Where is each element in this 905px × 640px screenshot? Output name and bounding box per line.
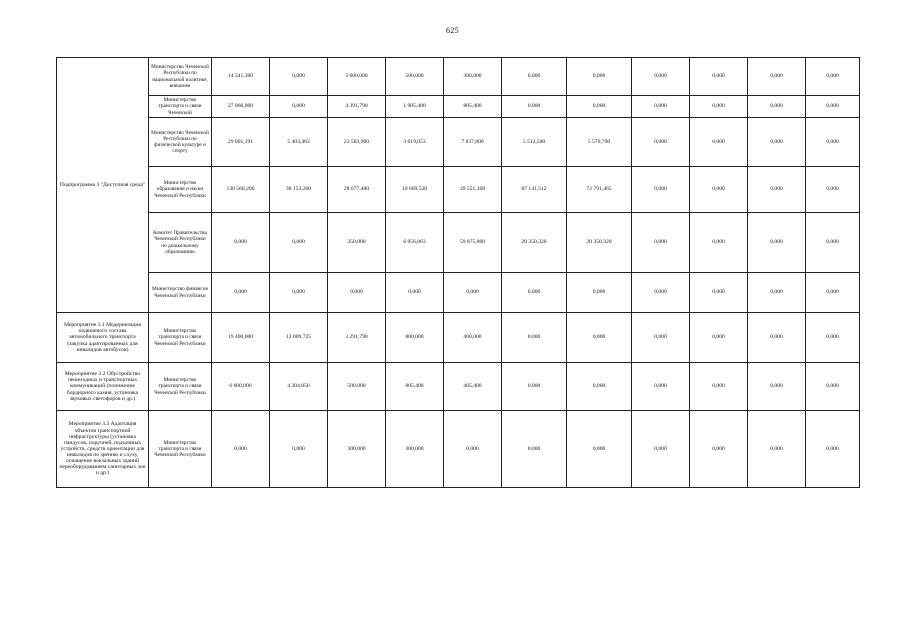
amount-cell: 0,000 xyxy=(567,411,632,488)
amount-cell: 12 009,725 xyxy=(270,313,328,363)
measure-name-cell: Мероприятие 3.3 Адаптация объектов транспортной инфраструктуры (установка пандусов, поручней, подъемных устройств, средств ориентации для инвалидов по зрению и слуху, оснащение вокзальных зданий переоборудованием санитарных зон и др.) xyxy=(57,411,149,488)
amount-cell: 27 060,000 xyxy=(212,96,270,118)
amount-cell: 0,000 xyxy=(690,313,748,363)
amount-cell: 0,000 xyxy=(690,167,748,213)
amount-cell: 6 056,063 xyxy=(386,213,444,273)
amount-cell: 0,000 xyxy=(806,213,860,273)
table-row xyxy=(57,411,860,488)
amount-cell: 59 875,800 xyxy=(444,213,502,273)
amount-cell: 0,000 xyxy=(806,363,860,411)
amount-cell: 0,000 xyxy=(806,96,860,118)
amount-cell: 805,400 xyxy=(444,96,502,118)
amount-cell: 0,000 xyxy=(632,411,690,488)
amount-cell: 72 791,465 xyxy=(567,167,632,213)
amount-cell: 0,000 xyxy=(806,411,860,488)
amount-cell: 38 153,260 xyxy=(270,167,328,213)
amount-cell: 300,000 xyxy=(328,411,386,488)
amount-cell: 4 391,790 xyxy=(328,96,386,118)
amount-cell: 0,000 xyxy=(690,118,748,167)
budget-table xyxy=(56,57,860,488)
amount-cell: 0,000 xyxy=(690,213,748,273)
amount-cell: 0,000 xyxy=(270,273,328,313)
amount-cell: 0,000 xyxy=(270,213,328,273)
amount-cell: 28 077,400 xyxy=(328,167,386,213)
amount-cell: 20 350,320 xyxy=(567,213,632,273)
amount-cell: 3 619,053 xyxy=(386,118,444,167)
table-row xyxy=(57,273,860,313)
amount-cell: 3 291,790 xyxy=(328,313,386,363)
executor-cell: Министерство финансов Чеченской Республики xyxy=(149,273,212,313)
table-row xyxy=(57,167,860,213)
amount-cell: 0,000 xyxy=(502,96,567,118)
amount-cell: 0,000 xyxy=(806,273,860,313)
amount-cell: 0,000 xyxy=(806,167,860,213)
amount-cell: 0,000 xyxy=(567,313,632,363)
amount-cell: 19 669,520 xyxy=(386,167,444,213)
amount-cell: 130 560,200 xyxy=(212,167,270,213)
amount-cell: 0,000 xyxy=(212,273,270,313)
table-row xyxy=(57,118,860,167)
amount-cell: 350,000 xyxy=(328,213,386,273)
measure-name-cell: Мероприятие 3.1 Модернизация подвижного состава автомобильного транспорта (закупка адаптированных для инвалидов автобусов) xyxy=(57,313,149,363)
amount-cell: 0,000 xyxy=(632,313,690,363)
amount-cell: 5 403,463 xyxy=(270,118,328,167)
amount-cell: 0,000 xyxy=(748,118,806,167)
amount-cell: 0,000 xyxy=(567,96,632,118)
amount-cell: 0,000 xyxy=(690,96,748,118)
amount-cell: 0,000 xyxy=(328,273,386,313)
amount-cell: 0,000 xyxy=(567,363,632,411)
amount-cell: 800,000 xyxy=(386,313,444,363)
amount-cell: 0,000 xyxy=(748,411,806,488)
amount-cell: 0,000 xyxy=(748,313,806,363)
amount-cell: 1 905,400 xyxy=(386,96,444,118)
amount-cell: 400,000 xyxy=(444,313,502,363)
table-row xyxy=(57,213,860,273)
amount-cell: 14 541,300 xyxy=(212,58,270,96)
amount-cell: 0,000 xyxy=(444,411,502,488)
amount-cell: 500,000 xyxy=(328,363,386,411)
amount-cell: 0,000 xyxy=(212,213,270,273)
amount-cell: 19 400,000 xyxy=(212,313,270,363)
amount-cell: 0,000 xyxy=(748,363,806,411)
amount-cell: 0,000 xyxy=(270,96,328,118)
amount-cell: 0,000 xyxy=(632,167,690,213)
table-row xyxy=(57,58,860,96)
amount-cell: 300,000 xyxy=(386,411,444,488)
amount-cell: 0,000 xyxy=(748,213,806,273)
amount-cell: 5 570,700 xyxy=(567,118,632,167)
amount-cell: 4 304,850 xyxy=(270,363,328,411)
amount-cell: 0,000 xyxy=(690,411,748,488)
table-row xyxy=(57,363,860,411)
amount-cell: 0,000 xyxy=(212,411,270,488)
amount-cell: 0,000 xyxy=(502,58,567,96)
amount-cell: 0,000 xyxy=(806,58,860,96)
amount-cell: 405,400 xyxy=(444,363,502,411)
amount-cell: 805,400 xyxy=(386,363,444,411)
amount-cell: 3 600,000 xyxy=(328,58,386,96)
amount-cell: 0,000 xyxy=(502,273,567,313)
amount-cell: 0,000 xyxy=(386,273,444,313)
amount-cell: 0,000 xyxy=(270,58,328,96)
subprogram-name-cell: Подпрограмма 3 "Доступная среда" xyxy=(57,58,149,313)
amount-cell: 0,000 xyxy=(806,118,860,167)
executor-cell: Министерство Чеченской Республики по физической культуре и спорту xyxy=(149,118,212,167)
amount-cell: 0,000 xyxy=(502,411,567,488)
amount-cell: 0,000 xyxy=(632,96,690,118)
amount-cell: 0,000 xyxy=(632,118,690,167)
amount-cell: 0,000 xyxy=(567,273,632,313)
amount-cell: 0,000 xyxy=(567,58,632,96)
amount-cell: 0,000 xyxy=(632,363,690,411)
amount-cell: 0,000 xyxy=(690,58,748,96)
executor-cell: Министерство транспорта и связи Чеченской Республики xyxy=(149,411,212,488)
amount-cell: 7 837,800 xyxy=(444,118,502,167)
executor-cell: Министерство Чеченской Республики по национальной политике, внешним xyxy=(149,58,212,96)
amount-cell: 6 600,000 xyxy=(212,363,270,411)
amount-cell: 0,000 xyxy=(632,58,690,96)
amount-cell: 0,000 xyxy=(806,313,860,363)
amount-cell: 0,000 xyxy=(690,363,748,411)
page-number: 625 xyxy=(446,26,459,35)
measure-name-cell: Мероприятие 3.2 Обустройство пешеходных и транспортных коммуникаций (понижение бордюрного камня, установка звуковых светофоров и др.) xyxy=(57,363,149,411)
amount-cell: 0,000 xyxy=(690,273,748,313)
amount-cell: 0,000 xyxy=(632,273,690,313)
amount-cell: 300,000 xyxy=(444,58,502,96)
amount-cell: 87 141,512 xyxy=(502,167,567,213)
table-row xyxy=(57,96,860,118)
amount-cell: 5 512,500 xyxy=(502,118,567,167)
amount-cell: 0,000 xyxy=(270,411,328,488)
executor-cell: Министерство транспорта и связи Чеченской xyxy=(149,96,212,118)
amount-cell: 0,000 xyxy=(502,313,567,363)
executor-cell: Министерство транспорта и связи Чеченской Республики xyxy=(149,313,212,363)
amount-cell: 0,000 xyxy=(748,273,806,313)
amount-cell: 0,000 xyxy=(444,273,502,313)
amount-cell: 0,000 xyxy=(748,96,806,118)
amount-cell: 0,000 xyxy=(748,58,806,96)
amount-cell: 0,000 xyxy=(502,363,567,411)
amount-cell: 0,000 xyxy=(632,213,690,273)
amount-cell: 29 001,191 xyxy=(212,118,270,167)
executor-cell: Министерство транспорта и связи Чеченской Республики xyxy=(149,363,212,411)
amount-cell: 20 350,320 xyxy=(502,213,567,273)
executor-cell: Комитет Правительства Чеченской Республики по дошкольному образованию xyxy=(149,213,212,273)
amount-cell: 23 583,900 xyxy=(328,118,386,167)
table-row xyxy=(57,313,860,363)
amount-cell: 500,000 xyxy=(386,58,444,96)
amount-cell: 0,000 xyxy=(748,167,806,213)
executor-cell: Министерство образования и науки Чеченской Республики xyxy=(149,167,212,213)
amount-cell: 39 551,168 xyxy=(444,167,502,213)
